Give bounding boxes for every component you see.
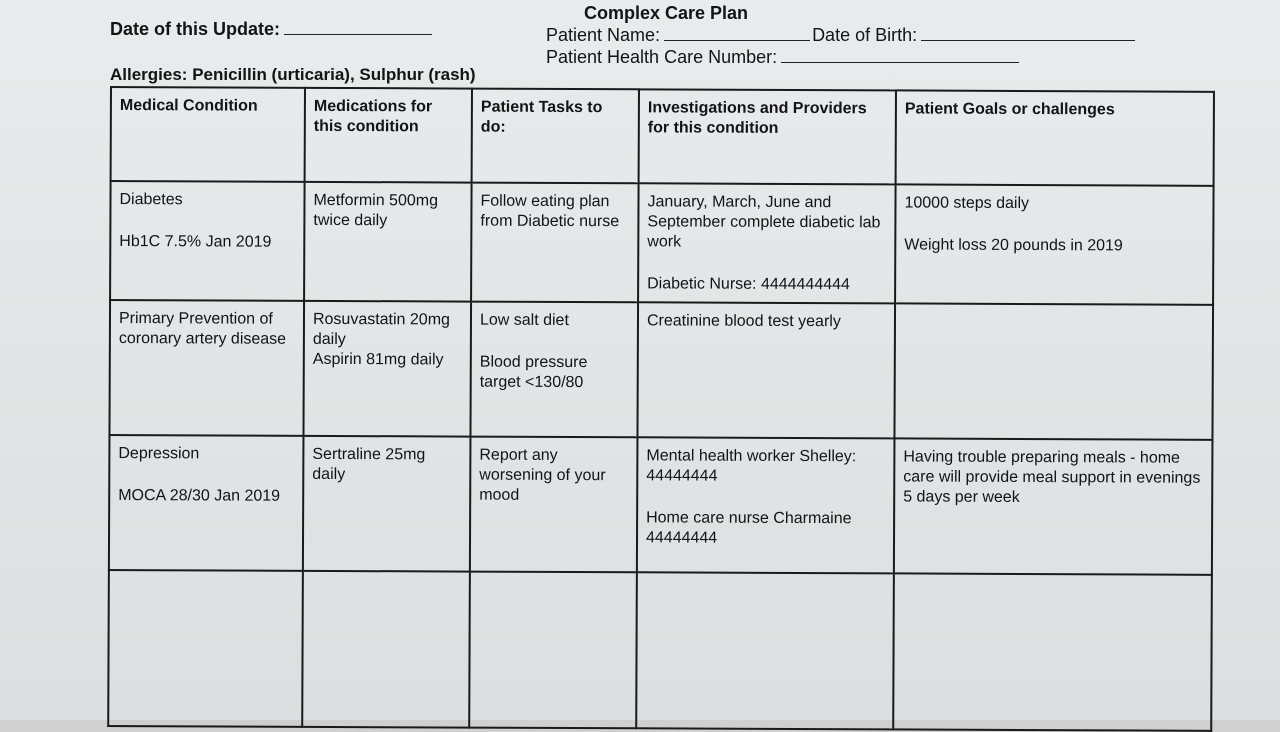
cell-text: Diabetic Nurse: 4444444444: [647, 275, 850, 294]
cell-text: Having trouble preparing meals - home care will provide meal support in evenings 5 days per week: [903, 448, 1201, 506]
empty-cell: [302, 571, 470, 728]
goals-cell: [894, 438, 1213, 574]
health-care-number-field: [546, 48, 1019, 66]
investigations-cell: [638, 183, 896, 303]
cell-text: Home care nurse Charmaine 44444444: [645, 509, 852, 547]
empty-cell: [108, 570, 303, 727]
page-title: Complex Care Plan: [584, 3, 749, 23]
cell-text: Follow eating plan from Diabetic nurse: [480, 192, 620, 231]
table-row-empty: [108, 570, 1212, 731]
patient-name-blank[interactable]: [664, 26, 810, 41]
cell-text: 10000 steps daily: [904, 194, 1030, 213]
condition-cell: [110, 181, 305, 301]
date-of-update-blank[interactable]: [284, 20, 432, 35]
cell-text: Aspirin 81mg daily: [312, 350, 444, 369]
cell-text: Blood pressure target <130/80: [479, 353, 588, 392]
table-row: [110, 181, 1214, 305]
cell-text: Low salt diet: [479, 311, 569, 330]
goals-cell: [895, 184, 1214, 304]
cell-text: Sertraline 25mg daily: [312, 445, 426, 484]
date-of-birth-label: Date of Birth:: [812, 25, 918, 45]
investigations-cell: [637, 302, 895, 438]
medications-cell: [304, 182, 472, 302]
header-investigations: Investigations and Providers for this condition: [639, 89, 896, 184]
condition-cell: [109, 435, 304, 571]
empty-cell: [636, 572, 894, 729]
medications-cell: [303, 436, 471, 572]
cell-text: Metformin 500mg twice daily: [313, 191, 439, 230]
cell-text: January, March, June and September complete diabetic lab work: [647, 193, 881, 251]
care-plan-table: [107, 86, 1215, 732]
cell-text: MOCA 28/30 Jan 2019: [118, 487, 281, 505]
patient-name-dob-line: [546, 26, 1135, 44]
medications-cell: [303, 301, 471, 437]
allergies-line: Allergies: Penicillin (urticaria), Sulphur (rash): [110, 65, 476, 84]
patient-name-label: Patient Name:: [546, 25, 661, 45]
date-of-birth-blank[interactable]: [921, 26, 1135, 41]
health-care-number-label: Patient Health Care Number:: [546, 47, 778, 67]
date-of-update-field: [110, 20, 432, 38]
header-patient-goals: Patient Goals or challenges: [896, 90, 1214, 185]
cell-text: Report any worsening of your mood: [479, 446, 606, 504]
condition-cell: [109, 300, 304, 436]
empty-cell: [893, 573, 1212, 730]
header-patient-tasks: Patient Tasks to do:: [472, 89, 639, 184]
header-medical-condition: Medical Condition: [111, 87, 305, 182]
goals-cell: [894, 303, 1213, 439]
cell-text: Hb1C 7.5% Jan 2019: [119, 233, 272, 251]
investigations-cell: [637, 437, 895, 573]
date-of-update-label: Date of this Update:: [110, 19, 281, 39]
tasks-cell: [471, 183, 639, 303]
cell-text: Depression: [118, 445, 200, 463]
empty-cell: [469, 572, 637, 729]
cell-text: Primary Prevention of coronary artery disease: [118, 310, 287, 348]
tasks-cell: [470, 302, 638, 438]
table-row: [109, 435, 1213, 575]
header-medications: Medications for this condition: [305, 88, 472, 183]
cell-text: Diabetes: [119, 191, 183, 209]
tasks-cell: [470, 437, 638, 573]
cell-text: Creatinine blood test yearly: [646, 312, 841, 331]
cell-text: Rosuvastatin 20mg daily: [312, 310, 450, 349]
table-row: [109, 300, 1213, 440]
table-header-row: [111, 87, 1214, 186]
cell-text: Weight loss 20 pounds in 2019: [904, 236, 1123, 255]
cell-text: Mental health worker Shelley: 44444444: [646, 447, 857, 485]
health-care-number-blank[interactable]: [781, 48, 1019, 63]
